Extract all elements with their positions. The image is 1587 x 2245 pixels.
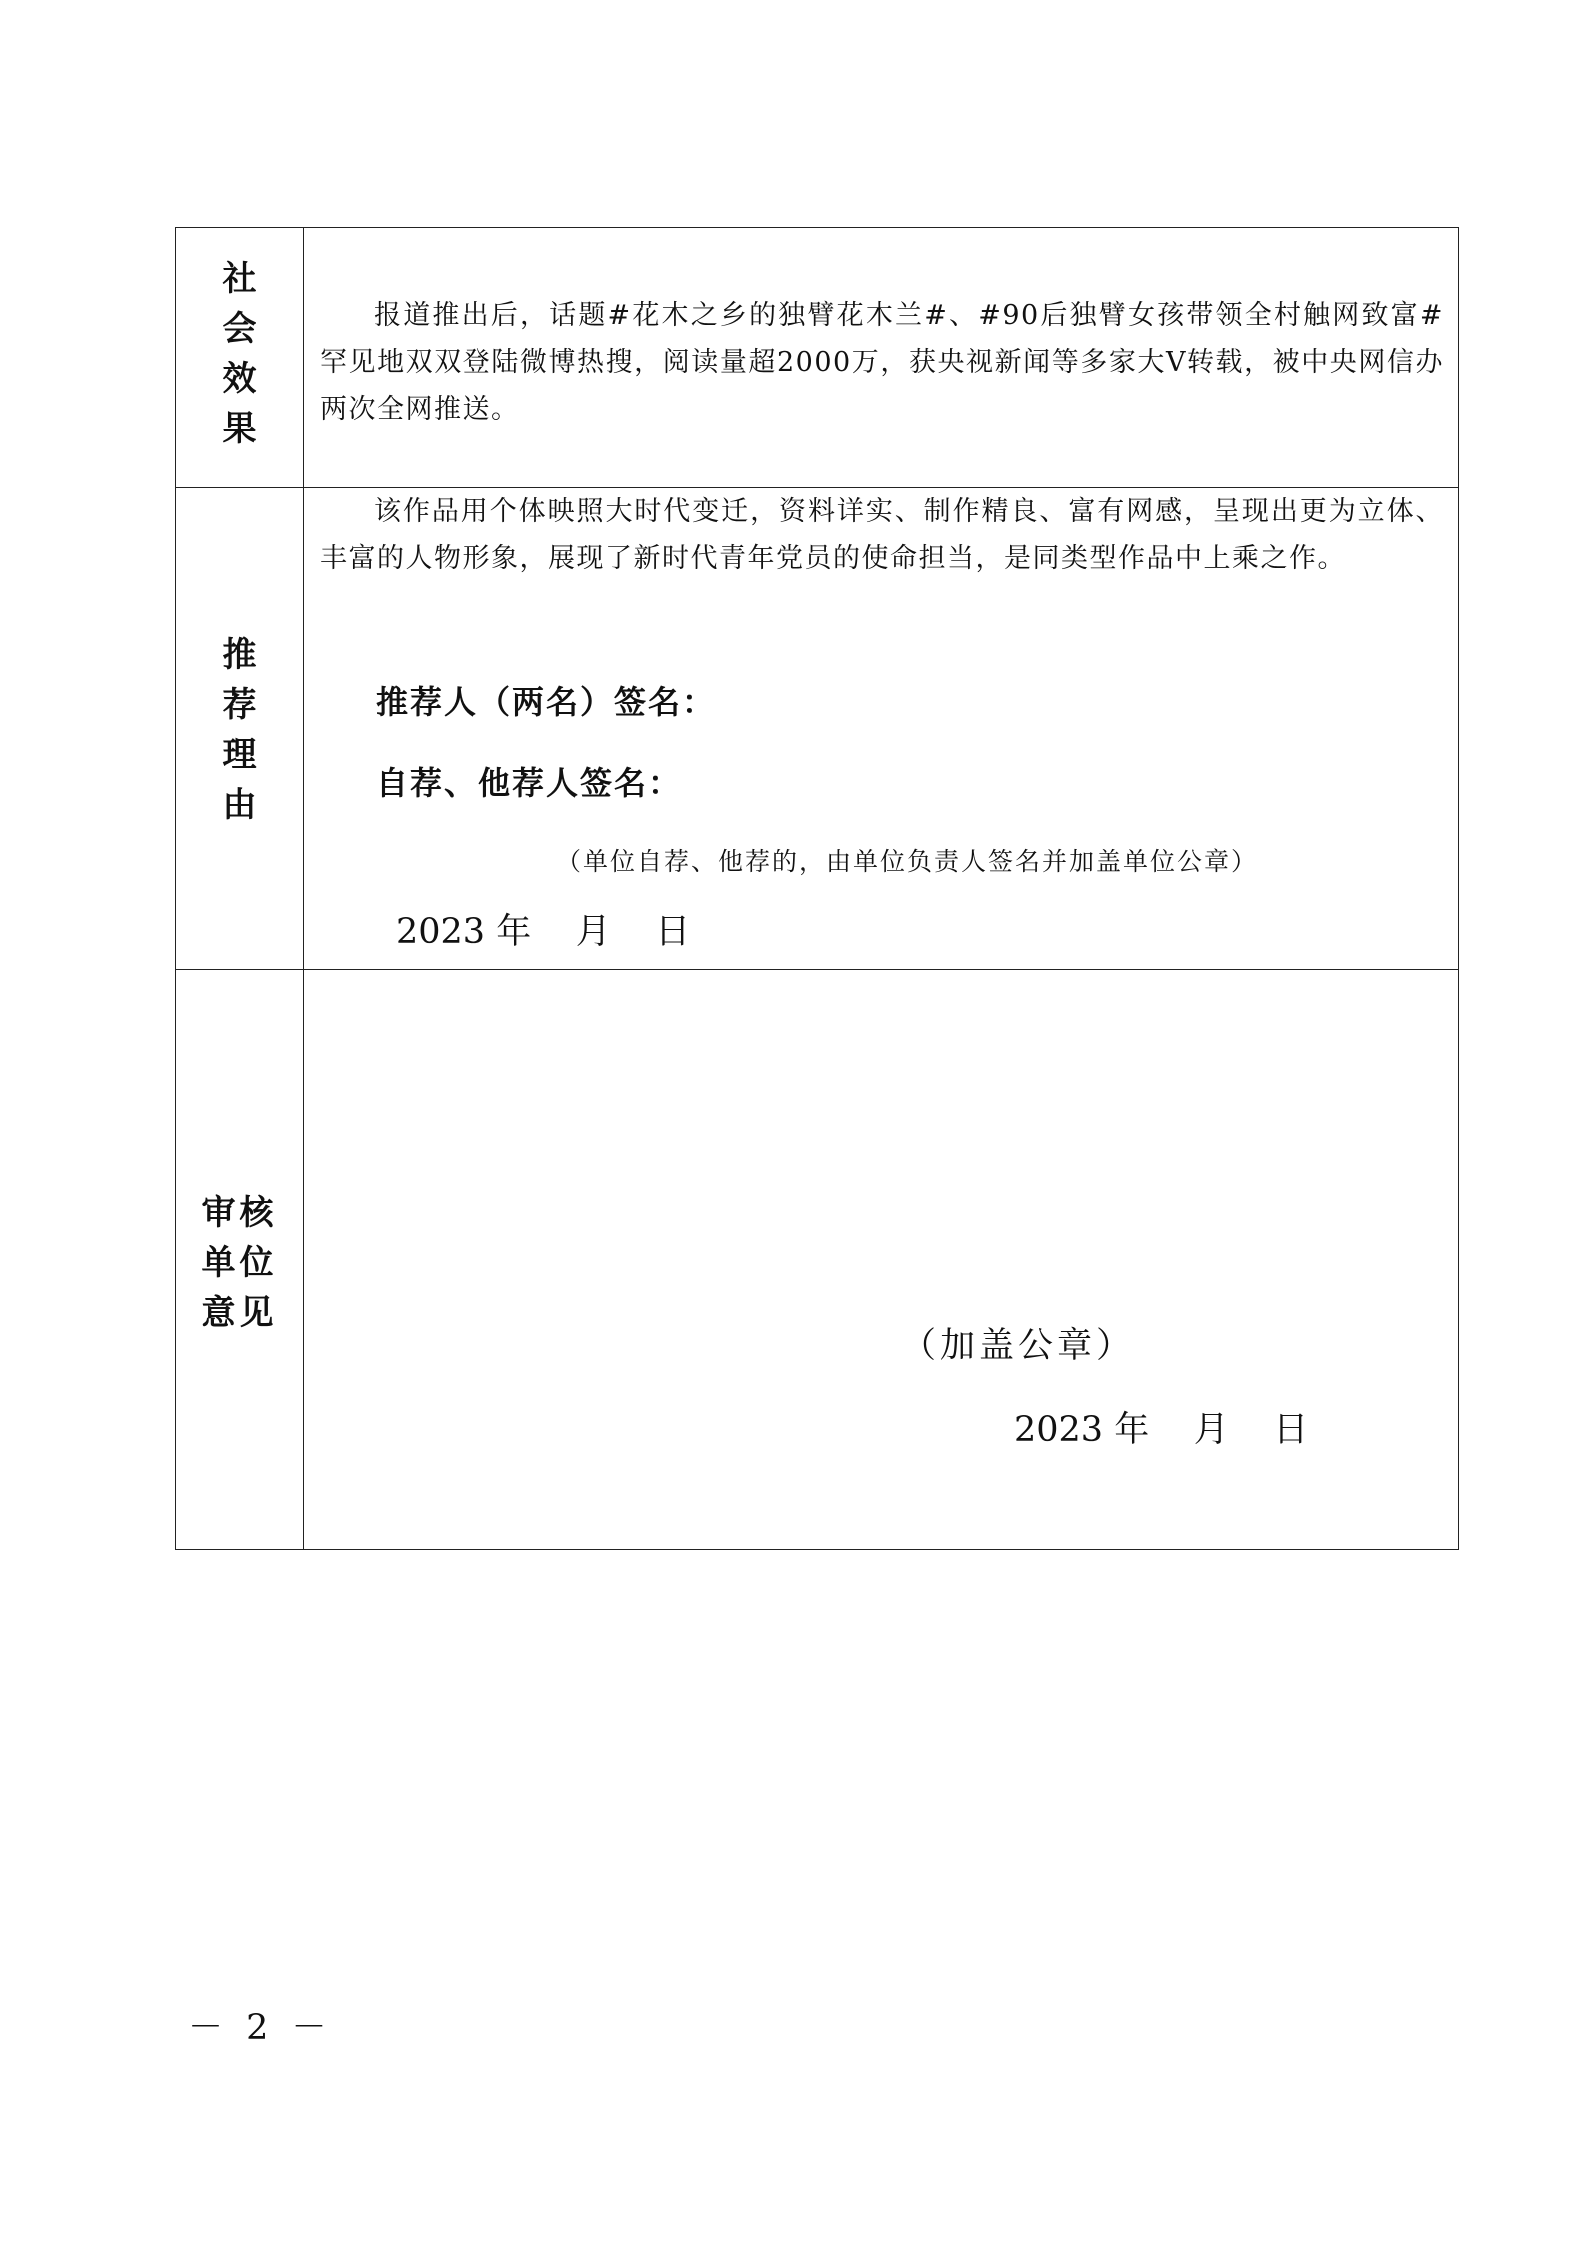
social-effect-label-char: 效 — [222, 359, 257, 399]
review-row — [176, 970, 1459, 1550]
review-label-cell — [176, 970, 304, 1550]
recommendation-text: 该作品用个体映照大时代变迁，资料详实、制作精良、富有网感，呈现出更为立体、丰富的人物形象，展现了新时代青年党员的使命担当，是同类型作品中上乘之作。 — [320, 496, 1444, 574]
social-effect-content-cell — [304, 228, 1459, 488]
nomination-form-table — [175, 227, 1459, 1550]
recommender-signature-line: 推荐人（两名）签名： — [376, 683, 717, 721]
social-effect-label-char: 会 — [222, 309, 257, 349]
recommendation-label-char: 推 — [222, 635, 257, 675]
social-effect-label-char: 果 — [222, 409, 257, 449]
recommendation-label-char: 由 — [222, 785, 257, 825]
recommendation-label-char: 荐 — [222, 685, 257, 725]
page-number: － 2 － — [188, 2008, 333, 2048]
social-effect-label-char: 社 — [222, 259, 257, 299]
recommendation-label — [176, 630, 303, 830]
review-label — [176, 1188, 303, 1338]
recommendation-label-char: 理 — [222, 735, 257, 775]
social-effect-row — [176, 228, 1459, 488]
recommendation-label-cell — [176, 488, 304, 970]
unit-seal-note: （单位自荐、他荐的，由单位负责人签名并加盖单位公章） — [556, 847, 1259, 876]
social-effect-label-cell — [176, 228, 304, 488]
review-label-line: 审核 — [201, 1193, 278, 1233]
review-date: 2023 年 月 日 — [1014, 1410, 1309, 1450]
social-effect-text: 报道推出后，话题#花木之乡的独臂花木兰#、#90后独臂女孩带领全村触网致富#罕见地双双登陆微博热搜，阅读量超2000万，获央视新闻等多家大V转载，被中央网信办两次全网推送。 — [320, 300, 1444, 425]
recommendation-row — [176, 488, 1459, 970]
official-seal-text: （加盖公章） — [901, 1326, 1136, 1366]
review-label-line: 单位 — [201, 1243, 278, 1283]
social-effect-label — [176, 254, 303, 454]
review-label-line: 意见 — [201, 1293, 278, 1333]
review-content-cell — [304, 970, 1459, 1550]
recommendation-content-cell — [304, 488, 1459, 970]
recommendation-date: 2023 年 月 日 — [396, 912, 691, 952]
self-recommend-signature-line: 自荐、他荐人签名： — [376, 764, 683, 802]
